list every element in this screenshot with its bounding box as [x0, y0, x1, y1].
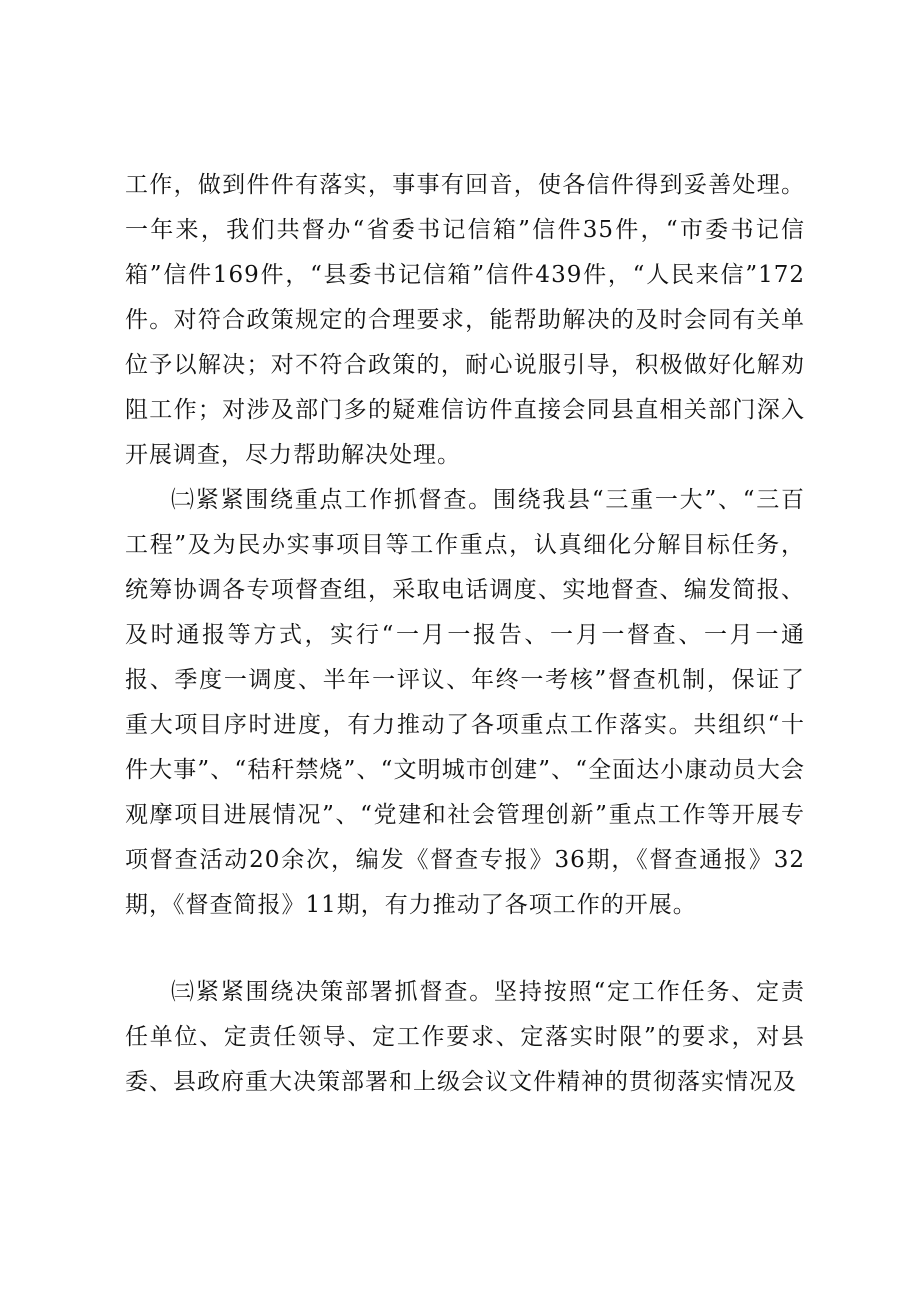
paragraph-letters-supervision: 工作，做到件件有落实，事事有回音，使各信件得到妥善处理。一年来，我们共督办“省委书记信箱”信件35件，“市委书记信箱”信件169件，“县委书记信箱”信件439件，“人民来信”172件。对符合政策规定的合理要求，能帮助解决的及时会同有关单位予以解决；对不符合政策的，耐心说服引导，积极做好化解劝阻工作；对涉及部门多的疑难信访件直接会同县直相关部门深入开展调查，尽力帮助解决处理。 — [125, 172, 805, 468]
paragraph-key-work-supervision: ㈡紧紧围绕重点工作抓督查。围绕我县“三重一大”、“三百工程”及为民办实事项目等工作重点，认真细化分解目标任务，统筹协调各专项督查组，采取电话调度、实地督查、编发简报、及时通报等方式，实行“一月一报告、一月一督查、一月一通报、季度一调度、半年一评议、年终一考核”督查机制，保证了重大项目序时进度，有力推动了各项重点工作落实。共组织“十件大事”、“秸秆禁烧”、“文明城市创建”、“全面达小康动员大会观摩项目进展情况”、“党建和社会管理创新”重点工作等开展专项督查活动20余次，编发《督查专报》36期，《督查通报》32期，《督查简报》11期，有力推动了各项工作的开展。 — [125, 487, 805, 918]
paragraph-decision-supervision: ㈢紧紧围绕决策部署抓督查。坚持按照“定工作任务、定责任单位、定责任领导、定工作要求、定落实时限”的要求，对县委、县政府重大决策部署和上级会议文件精神的贯彻落实情况及 — [125, 979, 805, 1095]
